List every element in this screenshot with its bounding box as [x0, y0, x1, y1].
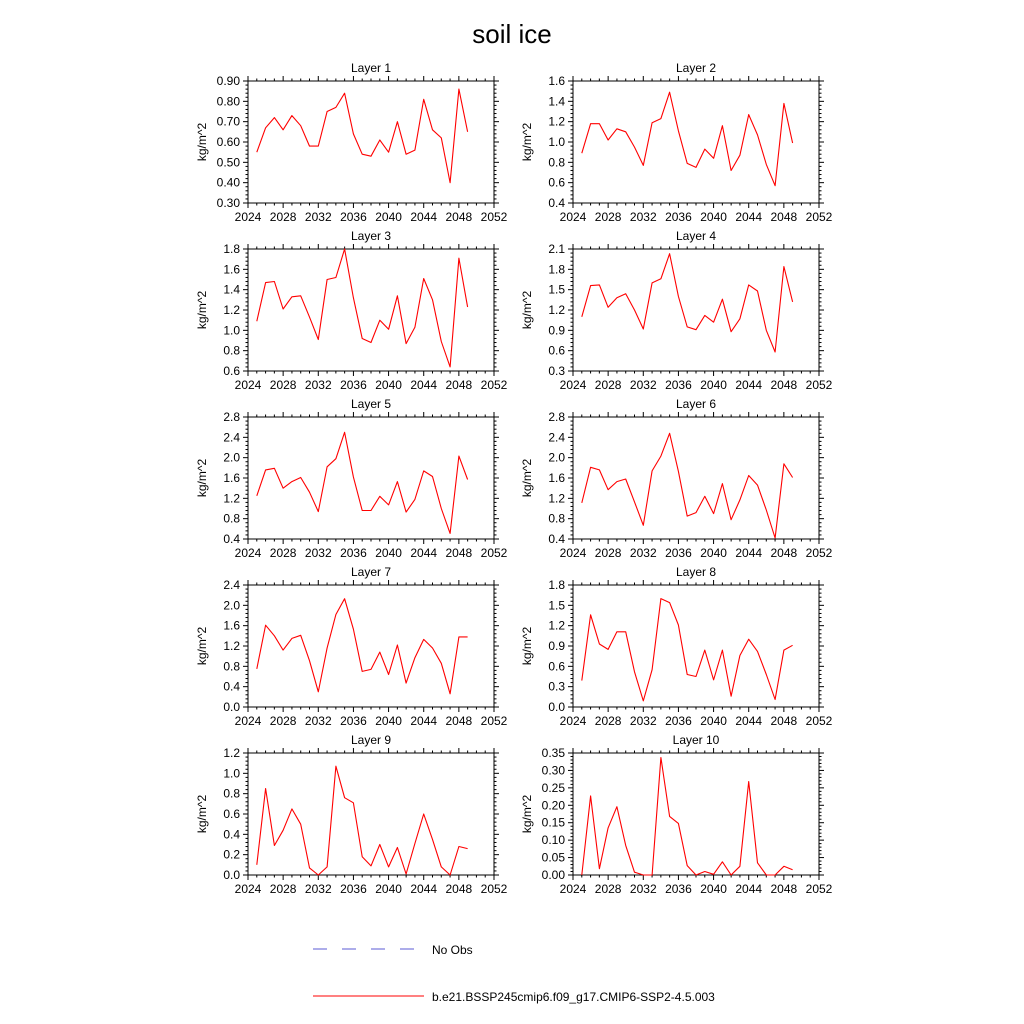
x-tick-label: 2024: [559, 210, 587, 224]
y-tick-label: 0.8: [548, 155, 565, 170]
y-tick-label: 2.8: [223, 410, 240, 424]
chart-panels: [195, 61, 833, 896]
y-tick-label: 1.2: [548, 491, 565, 506]
panel-title: Layer 8: [675, 565, 717, 579]
plot-frame: [248, 417, 494, 539]
series-line: [582, 254, 793, 352]
x-tick-label: 2036: [340, 882, 367, 896]
y-tick-label: 2.0: [223, 598, 240, 613]
y-tick-label: 0.6: [548, 343, 565, 358]
y-axis-label: kg/m^2: [195, 794, 209, 834]
y-tick-label: 0.4: [548, 196, 565, 210]
x-tick-label: 2028: [594, 546, 622, 560]
panel-title: Layer 9: [350, 733, 392, 747]
panel-title: Layer 5: [350, 397, 392, 411]
x-tick-label: 2036: [665, 378, 692, 392]
panel-layer-6: [520, 397, 833, 560]
x-tick-label: 2052: [480, 546, 508, 560]
x-tick-label: 2036: [665, 714, 692, 728]
x-tick-label: 2036: [665, 882, 692, 896]
x-tick-label: 2044: [410, 714, 438, 728]
y-tick-label: 0.80: [216, 94, 240, 109]
x-tick-label: 2024: [234, 546, 262, 560]
y-tick-label: 1.2: [223, 303, 240, 317]
plot-frame: [248, 81, 494, 203]
legend-item-no-obs: [313, 943, 473, 957]
y-tick-label: 0.8: [223, 659, 240, 674]
plot-frame: [248, 753, 494, 875]
x-tick-label: 2044: [735, 210, 763, 224]
x-tick-label: 2024: [559, 378, 587, 392]
x-tick-label: 2032: [629, 714, 657, 728]
panel-layer-4: [520, 229, 833, 392]
panel-layer-8: [520, 565, 833, 728]
y-tick-label: 2.8: [548, 410, 565, 424]
panel-title: Layer 2: [675, 61, 717, 75]
plot-frame: [248, 249, 494, 371]
y-tick-label: 0.70: [216, 114, 240, 129]
series-line: [582, 599, 793, 701]
x-tick-label: 2048: [770, 210, 798, 224]
x-tick-label: 2028: [269, 210, 297, 224]
x-tick-label: 2036: [665, 210, 692, 224]
y-tick-label: 1.6: [548, 471, 565, 485]
y-tick-label: 0.6: [223, 364, 240, 378]
x-tick-label: 2032: [304, 546, 332, 560]
y-axis-label: kg/m^2: [195, 458, 209, 498]
panel-title: Layer 10: [672, 733, 720, 747]
x-tick-label: 2048: [770, 378, 798, 392]
y-tick-label: 0.4: [548, 532, 565, 546]
x-tick-label: 2036: [340, 210, 367, 224]
x-tick-label: 2052: [480, 882, 508, 896]
x-tick-label: 2024: [559, 714, 587, 728]
panel-title: Layer 1: [350, 61, 392, 75]
x-tick-label: 2052: [480, 714, 508, 728]
panel-title: Layer 3: [350, 229, 392, 243]
x-tick-label: 2048: [770, 714, 798, 728]
x-tick-label: 2032: [304, 882, 332, 896]
y-tick-label: 2.0: [548, 450, 565, 465]
x-tick-label: 2044: [410, 882, 438, 896]
x-tick-label: 2048: [770, 882, 798, 896]
x-tick-label: 2052: [805, 378, 833, 392]
y-tick-label: 1.2: [223, 491, 240, 506]
x-tick-label: 2028: [594, 210, 622, 224]
panel-layer-7: [195, 565, 508, 728]
y-tick-label: 0.40: [216, 175, 240, 190]
series-line: [582, 758, 793, 876]
y-tick-label: 0.9: [548, 639, 565, 653]
y-tick-label: 2.4: [223, 430, 240, 445]
x-tick-label: 2040: [375, 210, 402, 224]
y-tick-label: 0.8: [548, 511, 565, 526]
y-tick-label: 0.6: [548, 175, 565, 190]
y-tick-label: 0.0: [223, 868, 240, 882]
x-tick-label: 2028: [269, 714, 297, 728]
y-axis-label: kg/m^2: [195, 122, 209, 162]
x-tick-label: 2024: [234, 378, 262, 392]
series-line: [582, 92, 793, 186]
y-tick-label: 1.5: [548, 598, 565, 613]
y-tick-label: 1.2: [223, 639, 240, 653]
y-tick-label: 0.60: [216, 135, 240, 149]
y-tick-label: 1.0: [548, 135, 565, 149]
x-tick-label: 2024: [234, 714, 262, 728]
x-tick-label: 2032: [304, 210, 332, 224]
y-tick-label: 2.4: [223, 578, 240, 592]
x-tick-label: 2032: [629, 882, 657, 896]
y-tick-label: 0.25: [541, 780, 565, 795]
x-tick-label: 2048: [770, 546, 798, 560]
y-tick-label: 0.3: [548, 364, 565, 378]
x-tick-label: 2040: [700, 546, 727, 560]
y-tick-label: 0.0: [223, 700, 240, 714]
y-axis-label: kg/m^2: [195, 290, 209, 330]
x-tick-label: 2036: [340, 714, 367, 728]
y-tick-label: 0.00: [541, 868, 565, 882]
panel-layer-1: [195, 61, 508, 224]
y-tick-label: 0.6: [223, 807, 240, 821]
panel-title: Layer 6: [675, 397, 717, 411]
y-tick-label: 1.6: [223, 262, 240, 277]
y-tick-label: 0.15: [541, 815, 565, 830]
x-tick-label: 2028: [594, 882, 622, 896]
y-tick-label: 0.8: [223, 511, 240, 526]
y-tick-label: 0.3: [548, 679, 565, 694]
x-tick-label: 2028: [594, 714, 622, 728]
y-tick-label: 0.4: [223, 679, 240, 694]
x-tick-label: 2048: [445, 546, 473, 560]
y-tick-label: 0.05: [541, 850, 565, 865]
plot-frame: [573, 81, 819, 203]
panel-title: Layer 7: [350, 565, 392, 579]
x-tick-label: 2028: [594, 378, 622, 392]
x-tick-label: 2052: [805, 210, 833, 224]
x-tick-label: 2032: [629, 378, 657, 392]
y-tick-label: 2.1: [548, 242, 565, 256]
x-tick-label: 2052: [805, 546, 833, 560]
x-tick-label: 2040: [700, 378, 727, 392]
x-tick-label: 2032: [629, 210, 657, 224]
x-tick-label: 2044: [410, 546, 438, 560]
x-tick-label: 2044: [410, 210, 438, 224]
x-tick-label: 2052: [805, 714, 833, 728]
plot-frame: [573, 249, 819, 371]
y-tick-label: 0.90: [216, 74, 240, 88]
series-line: [257, 89, 468, 183]
x-tick-label: 2036: [340, 378, 367, 392]
y-axis-label: kg/m^2: [520, 122, 534, 162]
x-tick-label: 2040: [700, 714, 727, 728]
x-tick-label: 2040: [375, 714, 402, 728]
y-tick-label: 1.2: [548, 114, 565, 129]
x-tick-label: 2024: [234, 882, 262, 896]
panel-title: Layer 4: [675, 229, 717, 243]
y-tick-label: 1.8: [223, 242, 240, 256]
y-axis-label: kg/m^2: [520, 458, 534, 498]
x-tick-label: 2024: [559, 882, 587, 896]
y-tick-label: 1.2: [548, 618, 565, 633]
x-tick-label: 2032: [304, 378, 332, 392]
page-title: soil ice: [472, 19, 552, 49]
x-tick-label: 2044: [735, 378, 763, 392]
y-tick-label: 1.5: [548, 282, 565, 297]
x-tick-label: 2044: [735, 882, 763, 896]
y-tick-label: 1.8: [548, 578, 565, 592]
y-axis-label: kg/m^2: [520, 794, 534, 834]
x-tick-label: 2028: [269, 882, 297, 896]
legend-item-model: [313, 990, 715, 1004]
x-tick-label: 2044: [735, 546, 763, 560]
plot-frame: [573, 753, 819, 875]
panel-layer-3: [195, 229, 508, 392]
y-tick-label: 1.2: [548, 303, 565, 317]
series-line: [257, 432, 468, 533]
y-tick-label: 1.6: [223, 618, 240, 633]
y-tick-label: 0.35: [541, 746, 565, 760]
x-tick-label: 2052: [805, 882, 833, 896]
y-tick-label: 0.4: [223, 827, 240, 842]
x-tick-label: 2040: [375, 546, 402, 560]
y-tick-label: 0.30: [216, 196, 240, 210]
x-tick-label: 2024: [234, 210, 262, 224]
y-tick-label: 1.6: [223, 471, 240, 485]
y-tick-label: 0.8: [223, 343, 240, 358]
y-tick-label: 0.10: [541, 833, 565, 848]
y-tick-label: 0.9: [548, 323, 565, 338]
y-axis-label: kg/m^2: [520, 290, 534, 330]
y-tick-label: 1.0: [223, 766, 240, 781]
y-tick-label: 0.6: [548, 659, 565, 674]
x-tick-label: 2040: [375, 378, 402, 392]
y-tick-label: 0.30: [541, 763, 565, 778]
y-tick-label: 0.8: [223, 786, 240, 801]
y-tick-label: 2.4: [548, 430, 565, 445]
y-tick-label: 0.4: [223, 532, 240, 546]
x-tick-label: 2036: [340, 546, 367, 560]
x-tick-label: 2048: [445, 378, 473, 392]
legend-label-no-obs: No Obs: [432, 943, 473, 957]
x-tick-label: 2048: [445, 714, 473, 728]
y-tick-label: 0.0: [548, 700, 565, 714]
series-line: [257, 766, 468, 875]
y-tick-label: 1.6: [548, 74, 565, 88]
x-tick-label: 2040: [375, 882, 402, 896]
x-tick-label: 2040: [700, 882, 727, 896]
y-tick-label: 0.50: [216, 155, 240, 170]
x-tick-label: 2048: [445, 210, 473, 224]
x-tick-label: 2036: [665, 546, 692, 560]
series-line: [257, 249, 468, 367]
series-line: [257, 599, 468, 694]
x-tick-label: 2032: [304, 714, 332, 728]
panel-layer-10: [520, 733, 833, 896]
x-tick-label: 2052: [480, 378, 508, 392]
y-axis-label: kg/m^2: [195, 626, 209, 666]
y-tick-label: 1.8: [548, 262, 565, 277]
legend: [313, 943, 715, 1004]
x-tick-label: 2044: [410, 378, 438, 392]
series-line: [582, 433, 793, 538]
x-tick-label: 2048: [445, 882, 473, 896]
y-tick-label: 1.0: [223, 323, 240, 338]
x-tick-label: 2044: [735, 714, 763, 728]
x-tick-label: 2040: [700, 210, 727, 224]
y-tick-label: 1.2: [223, 746, 240, 760]
y-tick-label: 2.0: [223, 450, 240, 465]
y-axis-label: kg/m^2: [520, 626, 534, 666]
panel-layer-9: [195, 733, 508, 896]
y-tick-label: 0.20: [541, 798, 565, 813]
y-tick-label: 0.2: [223, 847, 240, 862]
x-tick-label: 2052: [480, 210, 508, 224]
y-tick-label: 1.4: [548, 94, 565, 109]
x-tick-label: 2024: [559, 546, 587, 560]
x-tick-label: 2028: [269, 378, 297, 392]
panel-layer-2: [520, 61, 833, 224]
x-tick-label: 2028: [269, 546, 297, 560]
panel-layer-5: [195, 397, 508, 560]
x-tick-label: 2032: [629, 546, 657, 560]
y-tick-label: 1.4: [223, 282, 240, 297]
legend-label-model: b.e21.BSSP245cmip6.f09_g17.CMIP6-SSP2-4.5.003: [432, 990, 715, 1004]
